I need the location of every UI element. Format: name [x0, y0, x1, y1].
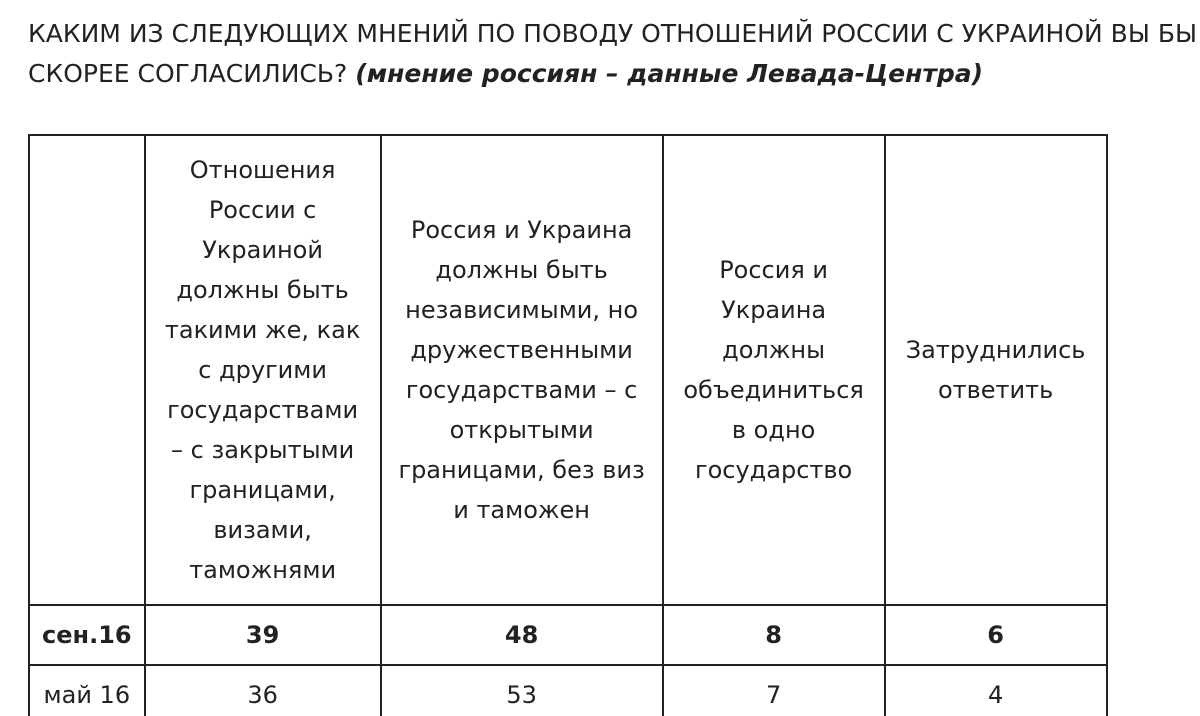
cell-undecided: 4 — [885, 665, 1107, 716]
header-cell-separate-states — [145, 135, 381, 605]
cell-separate-states: 36 — [145, 665, 381, 716]
header-text-unite: Россия и Украина должны объединиться в одно государство — [683, 256, 864, 484]
poll-results-table — [28, 134, 1108, 716]
row-date: май 16 — [29, 665, 145, 716]
table-row — [29, 665, 1107, 716]
header-cell-friendly-states — [381, 135, 663, 605]
header-cell-unite — [663, 135, 885, 605]
page-heading — [28, 14, 1198, 94]
cell-unite: 8 — [663, 605, 885, 665]
cell-undecided: 6 — [885, 605, 1107, 665]
cell-friendly-states: 53 — [381, 665, 663, 716]
cell-friendly-states: 48 — [381, 605, 663, 665]
table-row — [29, 605, 1107, 665]
cell-separate-states: 39 — [145, 605, 381, 665]
header-cell-date — [29, 135, 145, 605]
heading-question: КАКИМ ИЗ СЛЕДУЮЩИХ МНЕНИЙ ПО ПОВОДУ ОТНОШЕНИЙ РОССИИ С УКРАИНОЙ ВЫ БЫ СКОРЕЕ СОГЛАСИЛИСЬ? — [28, 19, 1198, 88]
cell-unite: 7 — [663, 665, 885, 716]
heading-source: (мнение россиян – данные Левада-Центра) — [355, 59, 984, 88]
header-cell-undecided — [885, 135, 1107, 605]
header-text-undecided: Затруднились ответить — [905, 336, 1086, 404]
table-header-row — [29, 135, 1107, 605]
row-date: сен.16 — [29, 605, 145, 665]
header-text-separate-states: Отношения России с Украиной должны быть такими же, как с другими государствами – с закрытыми границами, визами, таможнями — [164, 156, 361, 584]
header-text-friendly-states: Россия и Украина должны быть независимыми, но дружественными государствами – с открытыми границами, без виз и таможен — [398, 216, 645, 524]
